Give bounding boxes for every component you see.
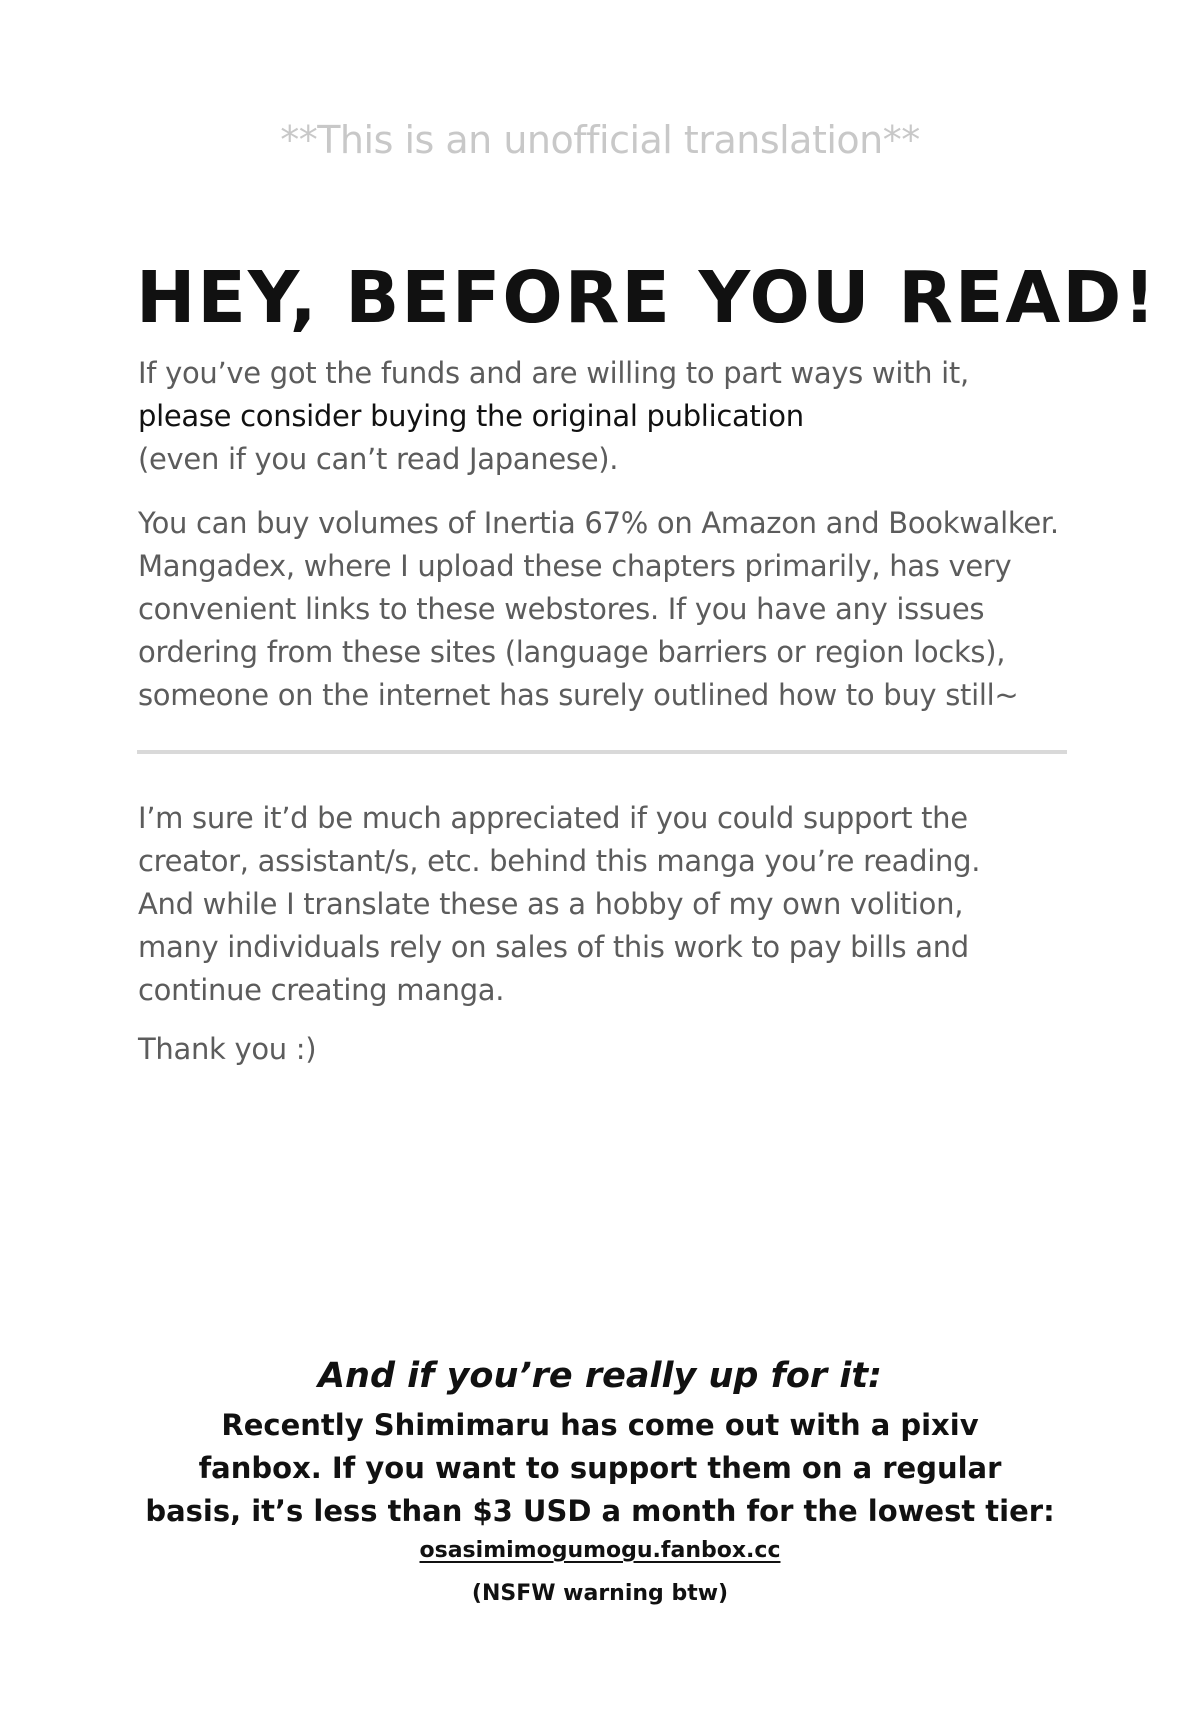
thank-you-text (138, 1028, 1078, 1071)
appreciation-line-2: creator, assistant/s, etc. behind this manga you’re reading. (138, 844, 981, 878)
disclaimer-text: **This is an unofficial translation** (280, 118, 920, 162)
purchase-paragraph (138, 502, 1078, 717)
appreciation-line-4: many individuals rely on sales of this work to pay bills and (138, 930, 969, 964)
purchase-line-1: You can buy volumes of Inertia 67% on Amazon and Bookwalker. (138, 506, 1059, 540)
appreciation-line-1: I’m sure it’d be much appreciated if you could support the (138, 801, 968, 835)
purchase-line-5: someone on the internet has surely outlined how to buy still~ (138, 678, 1019, 712)
intro-line-1: If you’ve got the funds and are willing to part ways with it, (138, 356, 969, 390)
appreciation-line-3: And while I translate these as a hobby of my own volition, (138, 887, 964, 921)
intro-line-3: (even if you can’t read Japanese). (138, 442, 619, 476)
fanbox-link[interactable]: osasimimogumogu.fanbox.cc (419, 1538, 781, 1563)
section-divider (137, 750, 1067, 754)
appreciation-line-5: continue creating manga. (138, 973, 505, 1007)
support-line-2: fanbox. If you want to support them on a regular (198, 1451, 1002, 1485)
appreciation-paragraph (138, 797, 1078, 1012)
purchase-line-2: Mangadex, where I upload these chapters primarily, has very (138, 549, 1012, 583)
support-line-3: basis, it’s less than $3 USD a month for the lowest tier: (145, 1494, 1055, 1528)
support-heading: And if you’re really up for it: (317, 1356, 883, 1396)
purchase-line-4: ordering from these sites (language barriers or region locks), (138, 635, 1006, 669)
nsfw-note: (NSFW warning btw) (471, 1581, 729, 1606)
thank-you-line: Thank you :) (138, 1032, 317, 1066)
intro-paragraph (138, 352, 1078, 481)
intro-line-2-emphasis: please consider buying the original publication (138, 399, 804, 433)
purchase-line-3: convenient links to these webstores. If you have any issues (138, 592, 985, 626)
support-line-1: Recently Shimimaru has come out with a pixiv (221, 1408, 979, 1442)
support-paragraph (0, 1404, 1200, 1533)
page-title: HEY, BEFORE YOU READ! (136, 256, 1158, 339)
